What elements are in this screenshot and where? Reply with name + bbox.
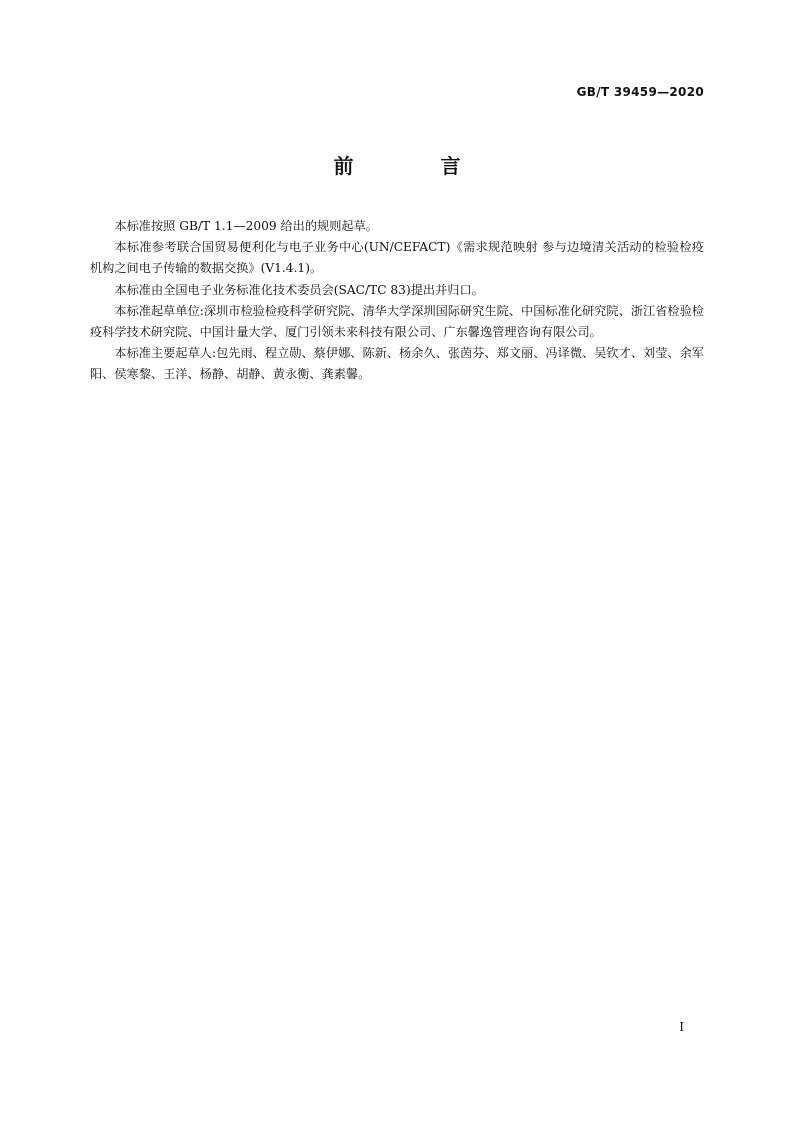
paragraph-drafters: 本标准主要起草人:包先雨、程立勋、蔡伊娜、陈新、杨余久、张茵芬、郑文丽、冯译微、吴钦才、刘莹、余军阳、侯寒黎、王洋、杨静、胡静、黄永衡、龚素馨。 bbox=[90, 346, 704, 382]
page-number: I bbox=[679, 1020, 684, 1034]
paragraph-proposer: 本标准由全国电子业务标准化技术委员会(SAC/TC 83)提出并归口。 bbox=[114, 282, 484, 297]
foreword-body bbox=[90, 216, 704, 386]
paragraph-drafting-units: 本标准起草单位:深圳市检验检疫科学研究院、清华大学深圳国际研究生院、中国标准化研究院、浙江省检验检疫科学技术研究院、中国计量大学、厦门引领未来科技有限公司、广东馨逸管理咨询有限公司。 bbox=[90, 303, 704, 340]
page-title: 前 言 bbox=[333, 154, 501, 178]
paragraph-drafting-rules: 本标准按照 GB/T 1.1—2009 给出的规则起草。 bbox=[114, 219, 378, 233]
paragraph-reference: 本标准参考联合国贸易便利化与电子业务中心(UN/CEFACT)《需求规范映射 参与边境清关活动的检验检疫机构之间电子传输的数据交换》(V1.4.1)。 bbox=[90, 240, 704, 276]
standard-code: GB/T 39459—2020 bbox=[576, 85, 704, 99]
